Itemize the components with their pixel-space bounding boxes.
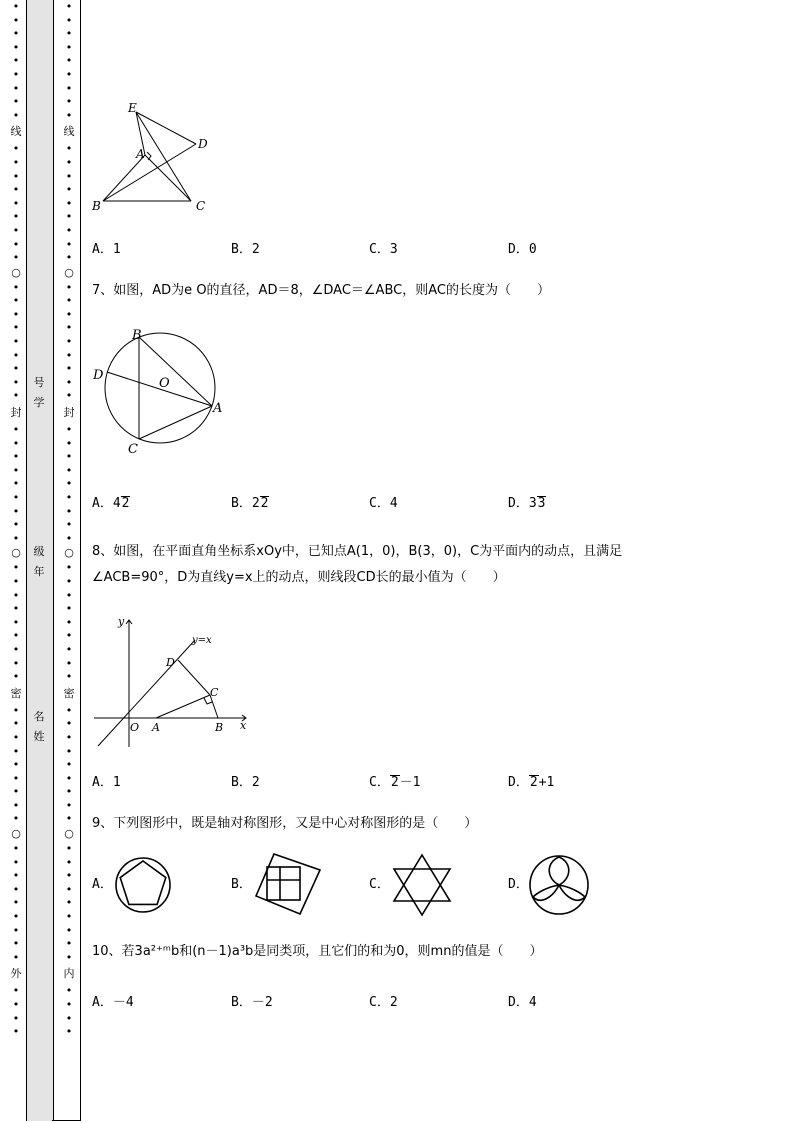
margin-border-line xyxy=(80,0,81,1121)
dot-mark: • xyxy=(12,307,20,321)
dot-mark: • xyxy=(12,95,20,109)
dot-mark: • xyxy=(65,923,73,937)
q8-label-y: y xyxy=(118,615,125,628)
dot-mark: • xyxy=(12,27,20,41)
dot-mark: • xyxy=(65,307,73,321)
inner-dotted-line xyxy=(62,0,76,1039)
sqrt-symbol: 3 xyxy=(537,496,546,511)
q6-right-angle-mark xyxy=(147,152,151,160)
q8-option-b: B．2 xyxy=(231,775,260,790)
dot-mark: • xyxy=(65,717,73,731)
q6-label-B: B xyxy=(92,199,101,213)
q6-label-D: D xyxy=(198,137,208,151)
dot-mark: • xyxy=(12,237,20,251)
dot-mark: • xyxy=(12,588,20,602)
dot-mark: • xyxy=(12,717,20,731)
q9-option-b-label: B． xyxy=(231,877,252,892)
dot-mark: • xyxy=(65,812,73,826)
dot-mark: • xyxy=(12,1025,20,1039)
dot-mark: • xyxy=(65,183,73,197)
circle-mark: ○ xyxy=(64,546,74,560)
dot-mark: • xyxy=(65,1025,73,1039)
dot-mark: • xyxy=(65,436,73,450)
dot-mark: • xyxy=(65,196,73,210)
dot-mark: • xyxy=(65,389,73,403)
q10-option-a: A．－4 xyxy=(92,995,134,1010)
dot-mark: • xyxy=(12,798,20,812)
q6-label-E: E xyxy=(128,101,137,115)
dot-mark: • xyxy=(65,869,73,883)
dot-mark: • xyxy=(12,389,20,403)
dot-mark: • xyxy=(12,896,20,910)
dot-mark: • xyxy=(12,882,20,896)
dot-mark: • xyxy=(65,504,73,518)
q9-option-c-figure xyxy=(389,853,455,917)
dot-mark: • xyxy=(65,251,73,265)
circle-mark: ○ xyxy=(11,265,21,279)
name-label: 名 姓 xyxy=(33,710,45,743)
dot-mark: • xyxy=(65,910,73,924)
dot-mark: • xyxy=(65,450,73,464)
outer-dotted-line xyxy=(9,0,23,1039)
dot-mark: • xyxy=(65,67,73,81)
dot-mark: • xyxy=(12,477,20,491)
q9-option-d-figure xyxy=(527,853,591,917)
dot-mark: • xyxy=(12,423,20,437)
q9-option-a-label: A． xyxy=(92,877,113,892)
dot-mark: • xyxy=(12,155,20,169)
dot-mark: • xyxy=(65,362,73,376)
q8-line-y-eq-x xyxy=(98,640,195,746)
q7-label-C: C xyxy=(128,442,138,456)
q8-label-O: O xyxy=(130,721,140,734)
dot-mark: • xyxy=(65,321,73,335)
dot-mark: • xyxy=(65,950,73,964)
sqrt-symbol: 2 xyxy=(260,496,269,511)
q8-label-C: C xyxy=(210,686,219,699)
dot-mark: • xyxy=(12,855,20,869)
dot-mark: • xyxy=(12,196,20,210)
dot-mark: • xyxy=(65,463,73,477)
dot-mark: • xyxy=(65,771,73,785)
dot-mark: • xyxy=(12,169,20,183)
dot-mark: • xyxy=(12,1011,20,1025)
dot-mark: • xyxy=(12,656,20,670)
dot-mark: • xyxy=(65,280,73,294)
dot-mark: • xyxy=(12,910,20,924)
dot-mark: • xyxy=(65,223,73,237)
q9-c-triangle-up xyxy=(394,855,450,901)
dot-mark: • xyxy=(12,703,20,717)
q8-option-c: C．2－1 xyxy=(369,775,421,790)
dot-mark: • xyxy=(12,280,20,294)
dot-mark: • xyxy=(65,984,73,998)
dot-mark: • xyxy=(12,0,20,13)
dot-mark: • xyxy=(12,375,20,389)
dot-mark: • xyxy=(65,588,73,602)
dot-mark: • xyxy=(65,758,73,772)
circle-mark: ○ xyxy=(64,265,74,279)
dot-mark: • xyxy=(65,423,73,437)
dot-mark: • xyxy=(12,842,20,856)
dot-mark: • xyxy=(12,984,20,998)
margin-seal-label: 线 xyxy=(10,125,22,139)
q10-option-d: D．4 xyxy=(508,995,537,1010)
q6-option-a: A．1 xyxy=(92,242,121,257)
dot-mark: • xyxy=(65,335,73,349)
dot-mark: • xyxy=(12,771,20,785)
q9-d-arc xyxy=(559,857,569,885)
dot-mark: • xyxy=(65,518,73,532)
q6-option-c: C．3 xyxy=(369,242,398,257)
dot-mark: • xyxy=(12,504,20,518)
dot-mark: • xyxy=(12,998,20,1011)
q9-option-c-label: C． xyxy=(369,877,390,892)
margin-seal-label: 封 xyxy=(10,406,22,420)
dot-mark: • xyxy=(65,730,73,744)
circle-mark: ○ xyxy=(11,546,21,560)
q8-label-yx: y=x xyxy=(192,635,212,646)
dot-mark: • xyxy=(12,744,20,758)
q7-label-O: O xyxy=(159,376,170,391)
margin-seal-label: 密 xyxy=(10,686,22,700)
student-id-label: 号 学 xyxy=(33,376,45,409)
dot-mark: • xyxy=(65,237,73,251)
class-label: 级 年 xyxy=(33,545,45,578)
dot-mark: • xyxy=(65,54,73,68)
q6-option-d: D．0 xyxy=(508,242,537,257)
circle-mark: ○ xyxy=(11,827,21,841)
q9-d-arc xyxy=(533,885,559,900)
dot-mark: • xyxy=(12,615,20,629)
dot-mark: • xyxy=(65,615,73,629)
q9-b-outer-square xyxy=(256,854,320,914)
dot-mark: • xyxy=(65,998,73,1011)
dot-mark: • xyxy=(12,812,20,826)
dot-mark: • xyxy=(12,730,20,744)
dot-mark: • xyxy=(12,251,20,265)
q6-segment-BA xyxy=(103,155,145,201)
sqrt-symbol: 2 xyxy=(529,775,538,790)
dot-mark: • xyxy=(65,896,73,910)
q7-chord-CA xyxy=(139,406,212,439)
q6-option-b: B．2 xyxy=(231,242,260,257)
q7-figure xyxy=(90,326,230,456)
dot-mark: • xyxy=(65,169,73,183)
q10-option-b: B．－2 xyxy=(231,995,273,1010)
dot-mark: • xyxy=(65,13,73,27)
margin-bottom-line xyxy=(52,1120,80,1121)
q8-segment-AC xyxy=(156,695,210,718)
dot-mark: • xyxy=(12,81,20,95)
dot-mark: • xyxy=(65,1011,73,1025)
q7-text: AD为e O的直径，AD＝8，∠DAC＝∠ABC，则AC的长度为（ ） xyxy=(152,283,550,298)
q7-chord-BA xyxy=(139,337,212,406)
dot-mark: • xyxy=(65,27,73,41)
q7-label-D: D xyxy=(93,368,104,383)
q7-option-b: B．22 xyxy=(231,496,269,511)
dot-mark: • xyxy=(65,703,73,717)
dot-mark: • xyxy=(65,656,73,670)
q7-label-B: B xyxy=(132,328,142,343)
dot-mark: • xyxy=(12,670,20,684)
dot-mark: • xyxy=(12,463,20,477)
q9-d-arc xyxy=(559,885,585,900)
dot-mark: • xyxy=(65,642,73,656)
dot-mark: • xyxy=(12,40,20,54)
dot-mark: • xyxy=(12,210,20,224)
q7-label-A: A xyxy=(213,401,223,416)
q7-option-d: D．33 xyxy=(508,496,546,511)
circle-mark: ○ xyxy=(64,827,74,841)
dot-mark: • xyxy=(12,108,20,122)
margin-seal-label: 密 xyxy=(63,686,75,700)
dot-mark: • xyxy=(12,758,20,772)
dot-mark: • xyxy=(12,142,20,156)
dot-mark: • xyxy=(65,155,73,169)
q9-b-inner-square xyxy=(267,867,300,900)
dot-mark: • xyxy=(65,629,73,643)
q7-option-c: C．4 xyxy=(369,496,398,511)
dot-mark: • xyxy=(65,744,73,758)
q8-segment-DC xyxy=(178,660,210,695)
dot-mark: • xyxy=(65,602,73,616)
q8-label-x: x xyxy=(240,719,247,732)
margin-seal-label: 外 xyxy=(10,967,22,981)
dot-mark: • xyxy=(65,531,73,545)
dot-mark: • xyxy=(65,937,73,951)
q7-stem xyxy=(92,281,550,301)
dot-mark: • xyxy=(12,629,20,643)
dot-mark: • xyxy=(12,348,20,362)
q8-label-D: D xyxy=(166,656,175,669)
dot-mark: • xyxy=(12,54,20,68)
dot-mark: • xyxy=(12,13,20,27)
dot-mark: • xyxy=(12,183,20,197)
margin-seal-label: 封 xyxy=(63,406,75,420)
dot-mark: • xyxy=(12,602,20,616)
dot-mark: • xyxy=(65,210,73,224)
dot-mark: • xyxy=(65,882,73,896)
q8-option-a: A．1 xyxy=(92,775,121,790)
dot-mark: • xyxy=(65,574,73,588)
dot-mark: • xyxy=(65,95,73,109)
dot-mark: • xyxy=(65,348,73,362)
q9-d-arc xyxy=(549,857,559,885)
q9-stem: 9、下列图形中，既是轴对称图形，又是中心对称图形的是（ ） xyxy=(92,816,478,831)
dot-mark: • xyxy=(12,294,20,308)
dot-mark: • xyxy=(12,561,20,575)
dot-mark: • xyxy=(65,842,73,856)
dot-mark: • xyxy=(65,785,73,799)
dot-mark: • xyxy=(12,950,20,964)
q8-stem-line1: 8、如图，在平面直角坐标系xOy中，已知点A(1，0)，B(3，0)，C为平面内的动点，且满足 xyxy=(92,544,623,559)
q10-option-c: C．2 xyxy=(369,995,398,1010)
dot-mark: • xyxy=(12,335,20,349)
q7-option-a: A．42 xyxy=(92,496,130,511)
dot-mark: • xyxy=(65,81,73,95)
dot-mark: • xyxy=(65,855,73,869)
q8-stem-line2: ∠ACB=90°，D为直线y=x上的动点，则线段CD长的最小值为（ ） xyxy=(92,570,506,585)
dot-mark: • xyxy=(12,785,20,799)
q8-label-B: B xyxy=(215,721,224,734)
q8-option-d: D．2+1 xyxy=(508,775,555,790)
margin-seal-label: 内 xyxy=(63,967,75,981)
q9-option-b-figure xyxy=(250,850,322,918)
dot-mark: • xyxy=(65,670,73,684)
sqrt-symbol: 2 xyxy=(121,496,130,511)
dot-mark: • xyxy=(65,798,73,812)
dot-mark: • xyxy=(12,321,20,335)
q6-segment-AC xyxy=(145,155,191,201)
dot-mark: • xyxy=(12,642,20,656)
q8-figure xyxy=(90,612,250,752)
q6-segment-ED xyxy=(136,112,196,144)
dot-mark: • xyxy=(65,0,73,13)
q6-label-A: A xyxy=(136,147,145,161)
q9-option-a-figure xyxy=(113,855,173,915)
q9-c-triangle-down xyxy=(394,869,450,915)
q7-number: 7、如图， xyxy=(92,283,153,298)
dot-mark: • xyxy=(12,518,20,532)
q10-stem: 10、若3a²⁺ᵐb和(n－1)a³b是同类项，且它们的和为0，则mn的值是（ ） xyxy=(92,944,543,959)
dot-mark: • xyxy=(65,561,73,575)
dot-mark: • xyxy=(12,450,20,464)
q9-a-pentagon xyxy=(120,861,166,904)
dot-mark: • xyxy=(65,40,73,54)
q6-label-C: C xyxy=(196,199,206,213)
dot-mark: • xyxy=(65,375,73,389)
q8-label-A: A xyxy=(152,721,160,734)
dot-mark: • xyxy=(12,531,20,545)
dot-mark: • xyxy=(12,937,20,951)
dot-mark: • xyxy=(12,67,20,81)
dot-mark: • xyxy=(12,223,20,237)
q6-figure xyxy=(88,100,218,218)
dot-mark: • xyxy=(12,869,20,883)
dot-mark: • xyxy=(12,574,20,588)
q9-option-d-label: D． xyxy=(508,877,529,892)
dot-mark: • xyxy=(65,142,73,156)
dot-mark: • xyxy=(12,491,20,504)
dot-mark: • xyxy=(65,491,73,504)
dot-mark: • xyxy=(12,923,20,937)
margin-seal-label: 线 xyxy=(63,125,75,139)
dot-mark: • xyxy=(12,362,20,376)
dot-mark: • xyxy=(65,108,73,122)
dot-mark: • xyxy=(65,477,73,491)
dot-mark: • xyxy=(12,436,20,450)
sqrt-symbol: 2 xyxy=(390,775,399,790)
dot-mark: • xyxy=(65,294,73,308)
